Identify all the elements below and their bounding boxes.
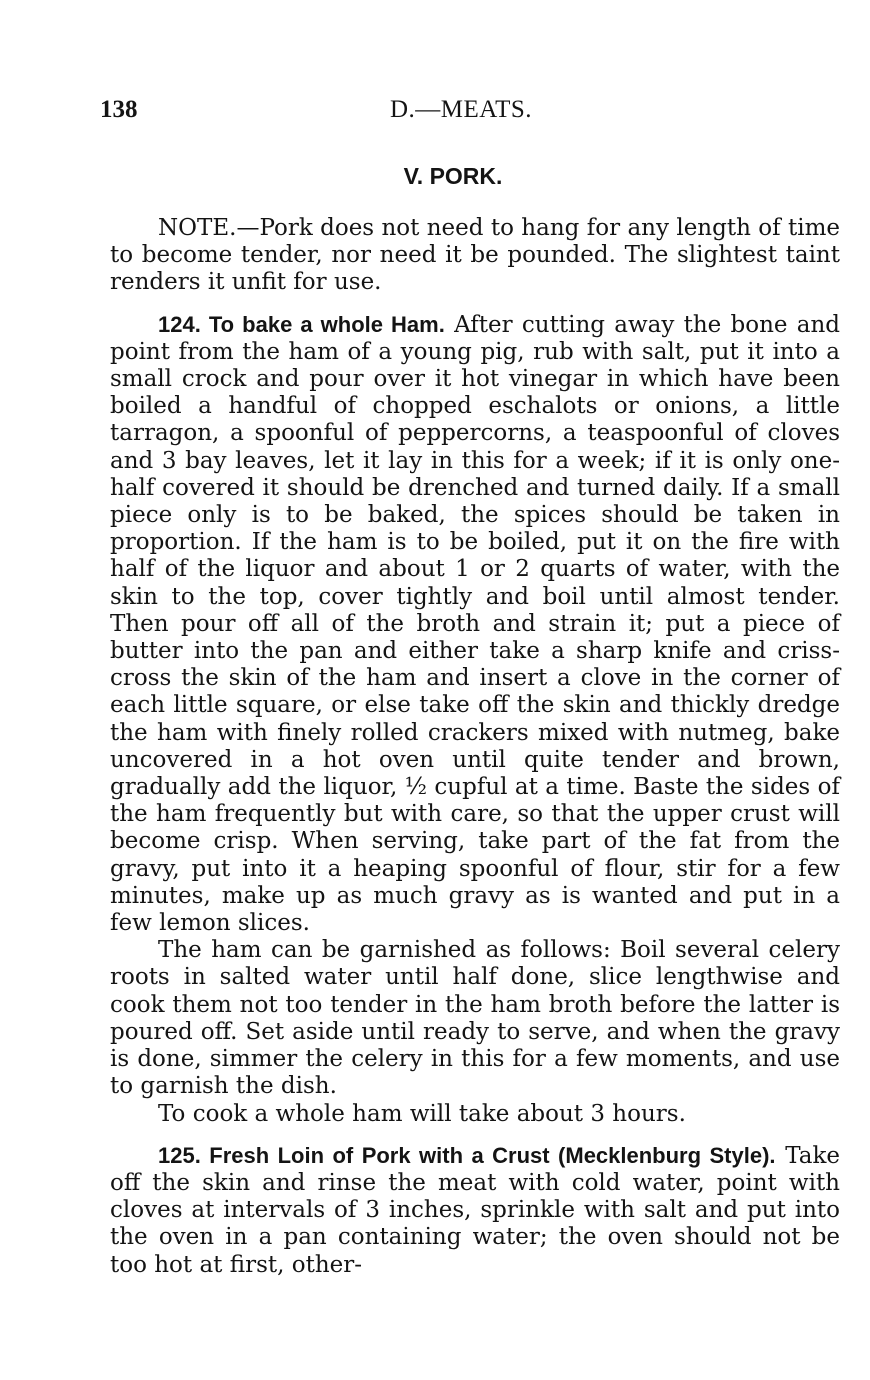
recipe-125-paragraph-1 [110, 1142, 840, 1279]
recipe-124-paragraph-3: To cook a whole ham will take about 3 hours. [158, 1100, 686, 1127]
note-text: —Pork does not need to hang for any length of time to become tender, nor need it be pounded. The slightest taint renders it unfit for use. [110, 215, 840, 296]
running-head [100, 96, 840, 136]
recipe-124-text-1: After cutting away the bone and point from the ham of a young pig, rub with salt, put it into a small crock and pour over it hot vinegar in which have been boiled a handful of chopped eschalots or onions, a little tarragon, a spoonful of peppercorns, a teaspoonful of cloves and 3 bay leaves, let it lay in this for a week; if it is only one-half covered it should be drenched and turned daily. If a small piece only is to be baked, the spices should be taken in proportion. If the ham is to be boiled, put it on the fire with half of the liquor and about 1 or 2 quarts of water, with the skin to the top, cover tightly and boil until almost tender. Then pour off all of the broth and strain it; put a piece of butter into the pan and either take a sharp knife and criss-cross the skin of the ham and insert a clove in the corner of each little square, or else take off the skin and thickly dredge the ham with finely rolled crackers mixed with nutmeg, bake uncovered in a hot oven until quite tender and brown, gradually add the liquor, ½ cupful at a time. Baste the sides of the ham frequently but with care, so that the upper crust will become crisp. When serving, take part of the fat from the gravy, put into it a heaping spoonful of flour, stir for a few minutes, make up as much gravy as is wanted and put in a few lemon slices. [110, 311, 840, 937]
recipe-124-paragraph-2: The ham can be garnished as follows: Boil several celery roots in salted water until half done, slice lengthwise and cook them not too tender in the ham broth before the latter is poured off. Set aside until ready to serve, and when the gravy is done, simmer the celery in this for a few moments, and use to garnish the dish. [110, 937, 840, 1100]
body-text [110, 215, 840, 1279]
recipe-125-text-1: Take off the skin and rinse the meat with cold water, point with cloves at intervals of 3 inches, sprinkle with salt and put into the oven in a pan containing water; the oven should not be too hot at first, other- [110, 1142, 841, 1278]
section-title: V. PORK. [403, 163, 503, 189]
recipe-124-paragraph-1 [110, 311, 840, 938]
chapter-title: D.—MEATS. [390, 96, 533, 123]
note-label: NOTE. [158, 215, 237, 241]
page-number: 138 [100, 96, 138, 123]
note-paragraph [110, 215, 840, 297]
recipe-124-heading: 124. To bake a whole Ham. [158, 311, 445, 337]
recipe-125-heading: 125. Fresh Loin of Pork with a Crust (Mecklenburg Style). [158, 1142, 776, 1168]
